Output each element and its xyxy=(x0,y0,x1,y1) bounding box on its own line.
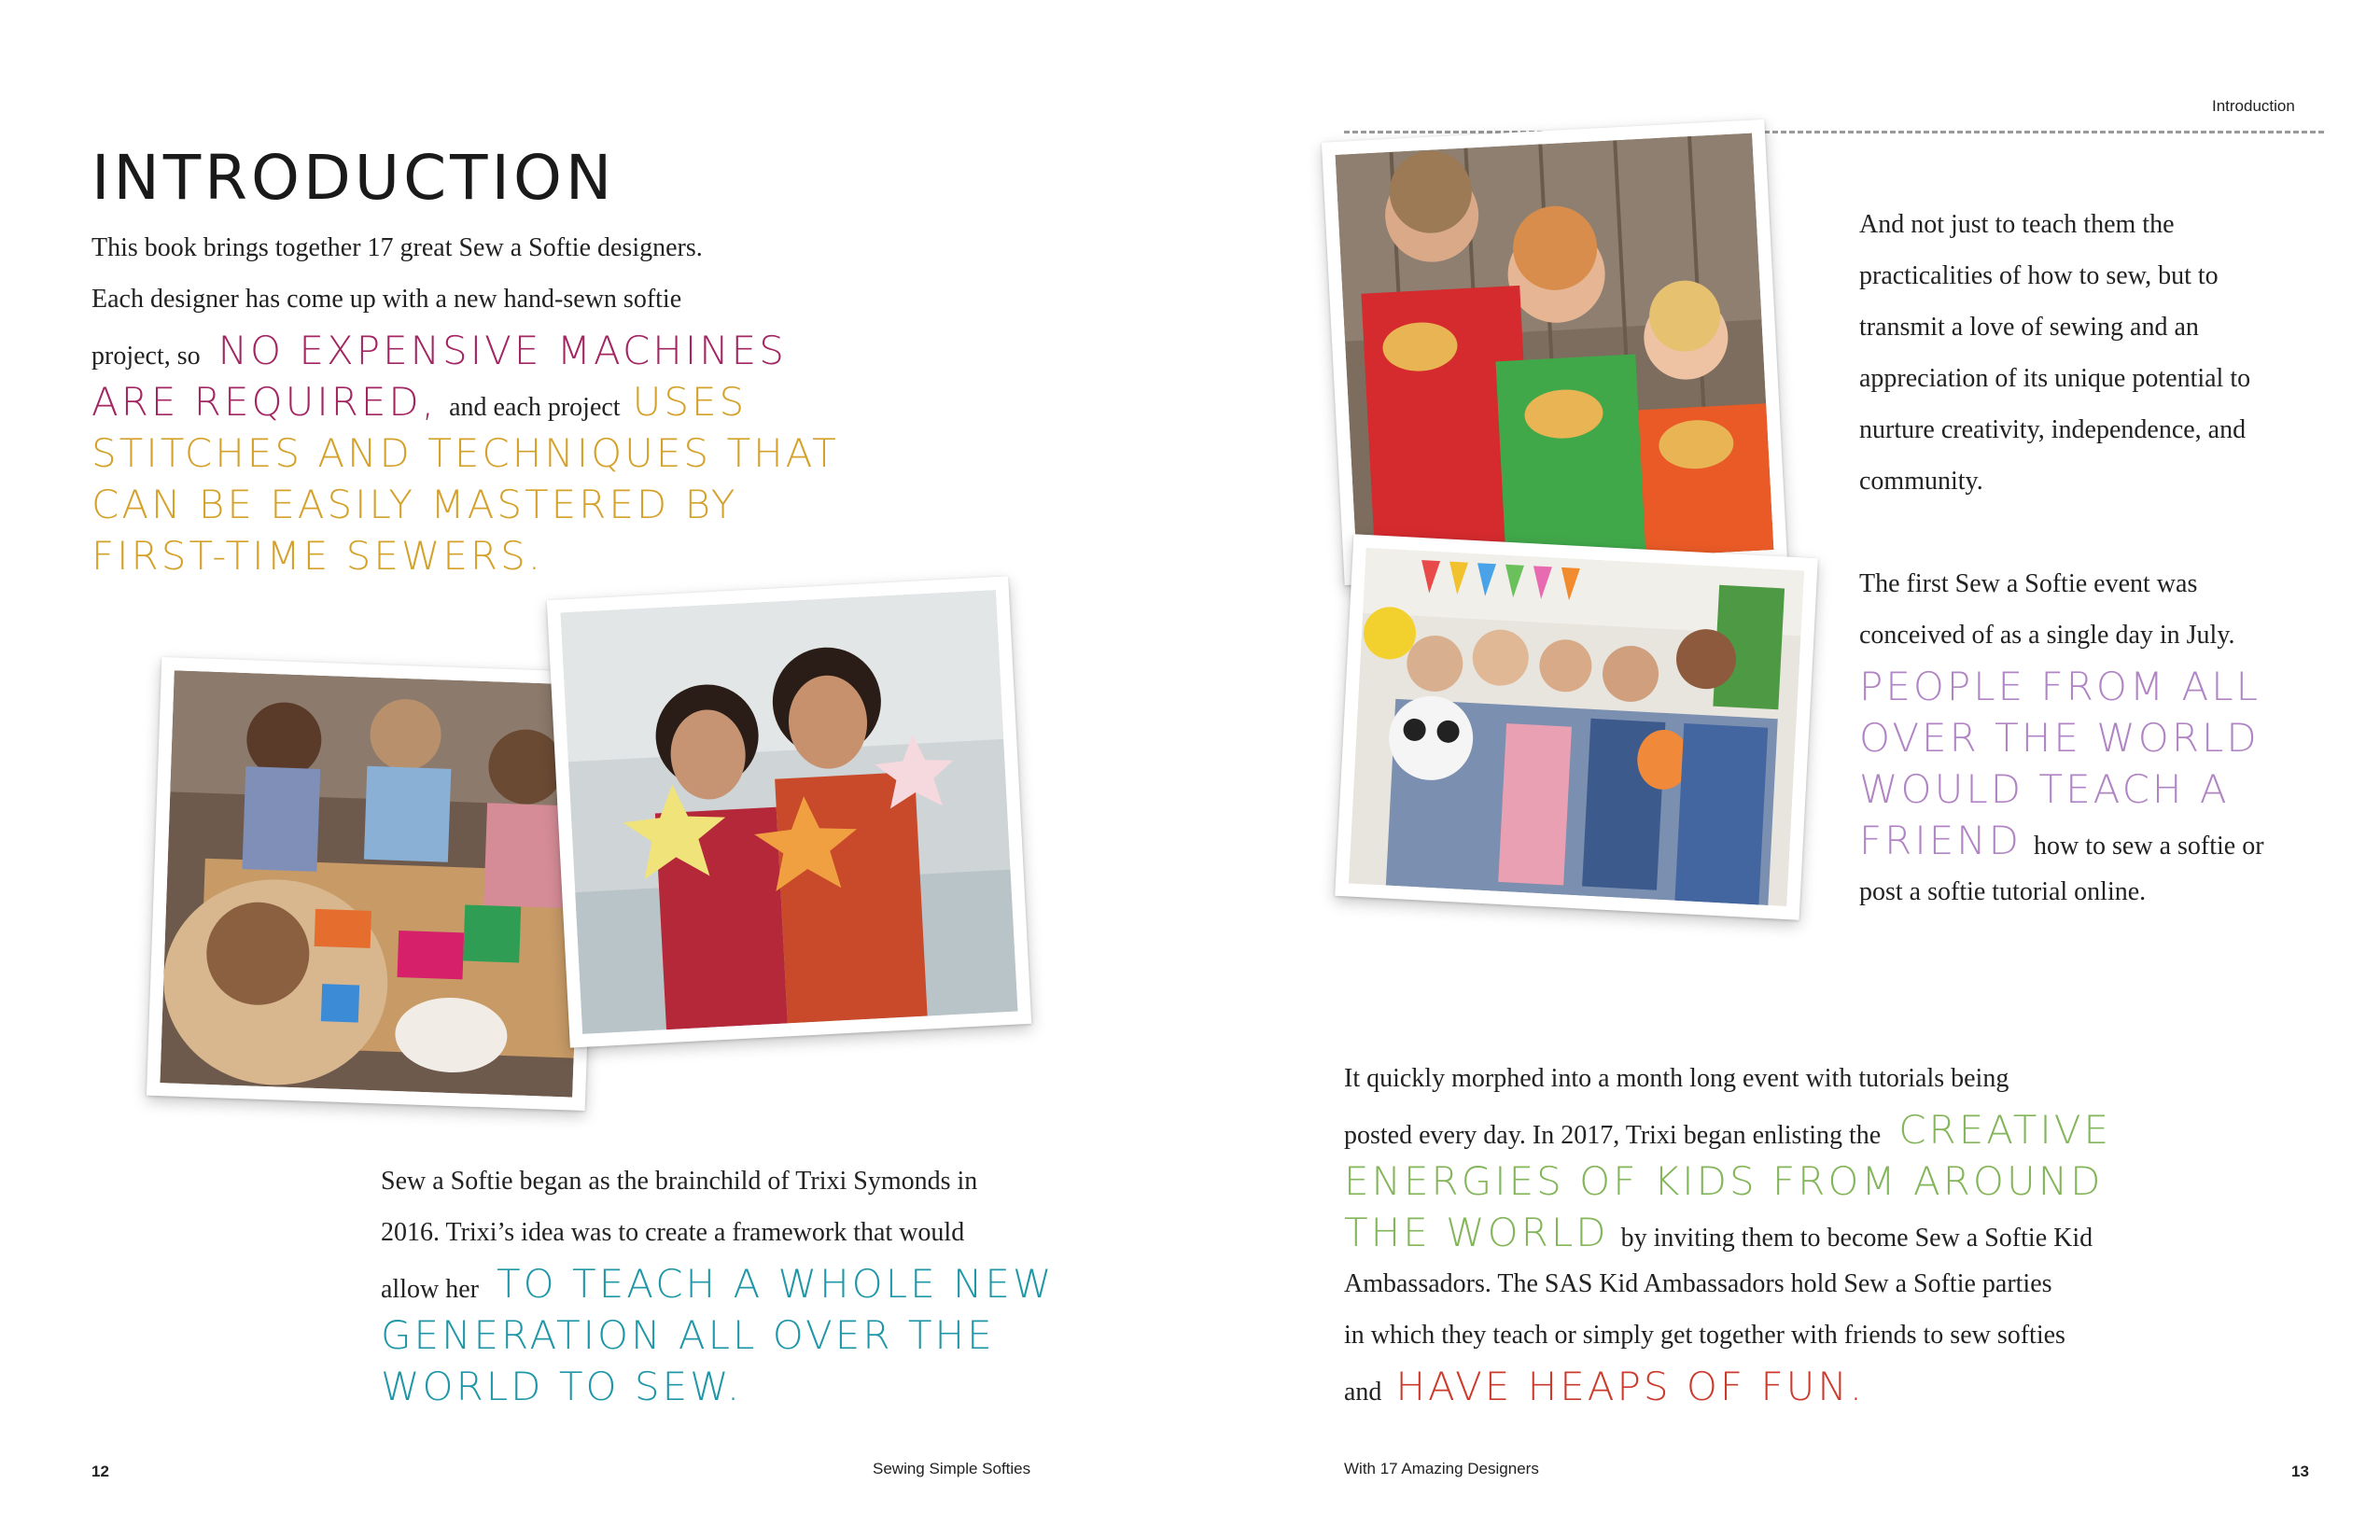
highlight-are-required: ARE REQUIRED, xyxy=(91,379,438,425)
page-number-right: 13 xyxy=(2291,1463,2309,1480)
photo-girls-with-stars xyxy=(547,576,1031,1047)
para3-text: and xyxy=(1344,1378,1382,1407)
para2-line-last: post a softie tutorial online. xyxy=(1859,877,2147,906)
para2-line-friend xyxy=(1859,815,2264,872)
para1-line-2: practicalities of how to sew, but to xyxy=(1859,261,2219,290)
para3-line-2 xyxy=(1344,1104,2111,1161)
para2-text: how to sew a softie or xyxy=(2034,832,2264,861)
story-line-2: 2016. Trixi’s idea was to create a framework that would xyxy=(381,1218,965,1247)
para3-line-5: Ambassadors. The SAS Kid Ambassadors hold Sew a Softie parties xyxy=(1344,1269,2052,1298)
highlight-people: PEOPLE FROM ALL xyxy=(1859,664,2261,709)
highlight-teach-a: WOULD TEACH A xyxy=(1859,766,2230,812)
para1-line-3: transmit a love of sewing and an xyxy=(1859,313,2199,342)
running-header: Introduction xyxy=(2212,97,2295,115)
para2-line-2: conceived of as a single day in July. xyxy=(1859,621,2235,650)
para3-line-7 xyxy=(1344,1361,1865,1418)
photo-image xyxy=(1349,548,1804,906)
highlight-stitches: STITCHES AND TECHNIQUES THAT xyxy=(91,430,839,476)
para3-line-4 xyxy=(1344,1207,2093,1264)
para3-text: posted every day. In 2017, Trixi began enlisting the xyxy=(1344,1121,1882,1150)
highlight-the-world: THE WORLD xyxy=(1344,1210,1609,1255)
highlight-teach-generation: TO TEACH A WHOLE NEW xyxy=(496,1261,1055,1307)
para2-line-1: The first Sew a Softie event was xyxy=(1859,569,2198,598)
highlight-over-world: OVER THE WORLD xyxy=(1859,715,2260,761)
intro-line-3 xyxy=(91,325,787,382)
highlight-mastered: CAN BE EASILY MASTERED BY xyxy=(91,482,738,527)
highlight-uses: USES xyxy=(632,379,748,425)
photo-image xyxy=(160,670,586,1097)
photo-kids-sewing-table xyxy=(147,657,600,1111)
intro-line-1: This book brings together 17 great Sew a Softie designers. xyxy=(91,233,703,262)
para1-line-1: And not just to teach them the xyxy=(1859,210,2175,239)
intro-line-2: Each designer has come up with a new hand-sewn softie xyxy=(91,285,682,314)
para3-line-6: in which they teach or simply get together with friends to sew softies xyxy=(1344,1321,2065,1350)
para3-line-1: It quickly morphed into a month long event with tutorials being xyxy=(1344,1064,2009,1093)
photo-boys-with-softies xyxy=(1322,119,1787,585)
para1-line-6: community. xyxy=(1859,467,1983,496)
highlight-friend: FRIEND xyxy=(1859,818,2023,863)
highlight-no-machines: NO EXPENSIVE MACHINES xyxy=(217,328,787,373)
para1-line-5: nurture creativity, independence, and xyxy=(1859,415,2247,444)
para3-text: by inviting them to become Sew a Softie Kid xyxy=(1620,1224,2093,1253)
running-footer-left: Sewing Simple Softies xyxy=(873,1460,1031,1477)
story-line-1: Sew a Softie began as the brainchild of Trixi Symonds in xyxy=(381,1167,978,1196)
highlight-energies: ENERGIES OF KIDS FROM AROUND xyxy=(1344,1158,2104,1204)
highlight-heaps-of-fun: HAVE HEAPS OF FUN. xyxy=(1395,1364,1866,1409)
highlight-generation: GENERATION ALL OVER THE xyxy=(381,1312,995,1358)
highlight-world-to-sew: WORLD TO SEW. xyxy=(381,1364,743,1409)
intro-line-4 xyxy=(91,376,747,433)
running-footer-right: With 17 Amazing Designers xyxy=(1344,1460,1539,1477)
intro-text: and each project xyxy=(449,393,621,422)
highlight-first-time: FIRST-TIME SEWERS. xyxy=(91,533,544,579)
para1-line-4: appreciation of its unique potential to xyxy=(1859,364,2251,393)
photo-image xyxy=(560,590,1017,1034)
highlight-creative: CREATIVE xyxy=(1898,1107,2112,1153)
photo-girls-with-softies xyxy=(1335,534,1818,920)
page-number-left: 12 xyxy=(91,1463,109,1480)
page-title: INTRODUCTION xyxy=(91,142,616,214)
photo-image xyxy=(1336,133,1774,572)
story-line-3 xyxy=(381,1258,1055,1315)
intro-text: project, so xyxy=(91,342,201,371)
story-text: allow her xyxy=(381,1275,479,1304)
